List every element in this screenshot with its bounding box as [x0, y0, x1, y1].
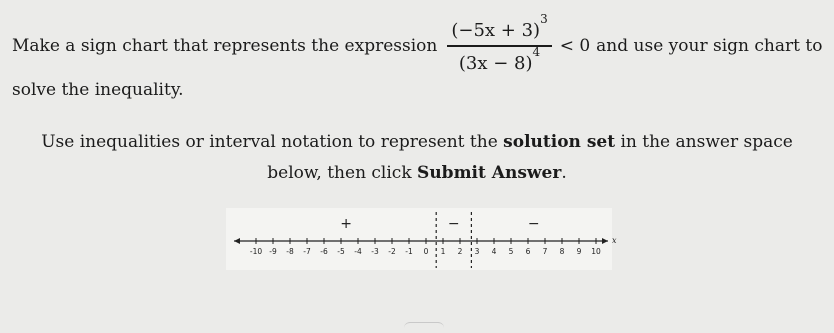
region-sign: − [447, 216, 460, 232]
tick-label: 7 [542, 247, 548, 256]
submit-answer-emphasis: Submit Answer [417, 163, 562, 183]
left-arrow-icon [234, 238, 240, 244]
tick-label: 2 [457, 247, 463, 256]
tick-label: -7 [303, 247, 311, 256]
tick-label: -10 [249, 247, 263, 256]
axis-label: x [612, 236, 617, 245]
tick-label: -8 [286, 247, 294, 256]
instruction-text: Use inequalities or interval notation to represent the solution set in the answer space below, then click Submit Answer. [41, 132, 793, 183]
tick-label: 0 [423, 247, 429, 256]
sign-chart[interactable] [226, 208, 617, 270]
solution-set-emphasis: solution set [503, 132, 616, 152]
tick-label: 8 [559, 247, 565, 256]
problem-line-2: solve the inequality. [12, 80, 184, 100]
tick-label: -1 [405, 247, 413, 256]
numerator: $(-5x + 3)^3$ [451, 12, 548, 41]
tick-label: 10 [591, 247, 601, 256]
region-sign: − [527, 216, 540, 232]
tick-label: 3 [474, 247, 480, 256]
tick-label: 5 [508, 247, 514, 256]
tick-label: 1 [440, 247, 446, 256]
problem-outro: and use your sign chart to [596, 35, 823, 56]
tick-label: -6 [320, 247, 328, 256]
tick-label: 9 [576, 247, 582, 256]
tick-label: -4 [354, 247, 362, 256]
tick-label: -3 [371, 247, 379, 256]
tick-label: -2 [388, 247, 396, 256]
region-sign: + [340, 216, 352, 232]
tick-label: -5 [337, 247, 345, 256]
right-arrow-icon [602, 238, 608, 244]
tick-label: -9 [269, 247, 277, 256]
answer-box-edge[interactable] [404, 322, 444, 333]
denominator: $(3x - 8)^4$ [458, 44, 541, 74]
tick-label: 6 [525, 247, 531, 256]
tick-label: 4 [491, 247, 497, 256]
sign-chart-svg [226, 208, 617, 270]
rational-expression [447, 12, 551, 74]
inequality-relation: < 0 [559, 35, 591, 56]
problem-statement [12, 12, 823, 74]
problem-intro: Make a sign chart that represents the expression [12, 35, 438, 56]
